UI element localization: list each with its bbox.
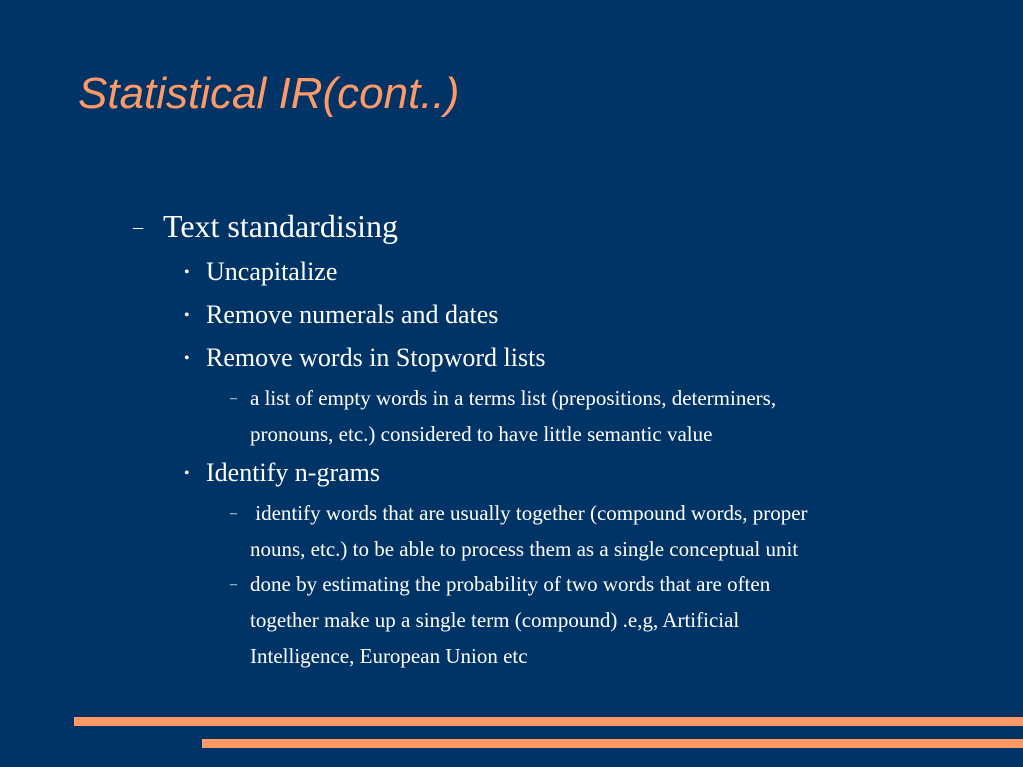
subpoint-line: a list of empty words in a terms list (prepositions, determiners, [250,386,777,410]
dash-marker: – [230,577,237,592]
slide-title: Statistical IR(cont..) [78,69,460,118]
dash-marker: – [133,216,143,238]
level1-item-label: Text standardising [163,208,399,244]
bullet-marker: • [184,307,190,324]
bullet-item-label: Uncapitalize [206,257,338,286]
subpoint-line: pronouns, etc.) considered to have little semantic value [250,422,713,446]
bullet-marker: • [184,350,190,367]
subpoint-line: done by estimating the probability of two words that are often [250,572,771,596]
accent-bar-top [74,717,1023,726]
accent-bar-bottom [202,739,1023,748]
bullet-marker: • [184,465,190,482]
bullet-item-label: Remove words in Stopword lists [206,343,546,372]
dash-marker: – [230,391,237,406]
bullet-item-label: Remove numerals and dates [206,300,499,329]
bullet-item-label: Identify n-grams [206,458,381,487]
bullet-marker: • [184,264,190,281]
subpoint-line: together make up a single term (compound) .e,g, Artificial [250,608,740,632]
subpoint-line: Intelligence, European Union etc [250,644,528,668]
subpoint-line: identify words that are usually together (compound words, proper [250,501,808,525]
dash-marker: – [230,506,237,521]
subpoint-line: nouns, etc.) to be able to process them as a single conceptual unit [250,537,799,561]
